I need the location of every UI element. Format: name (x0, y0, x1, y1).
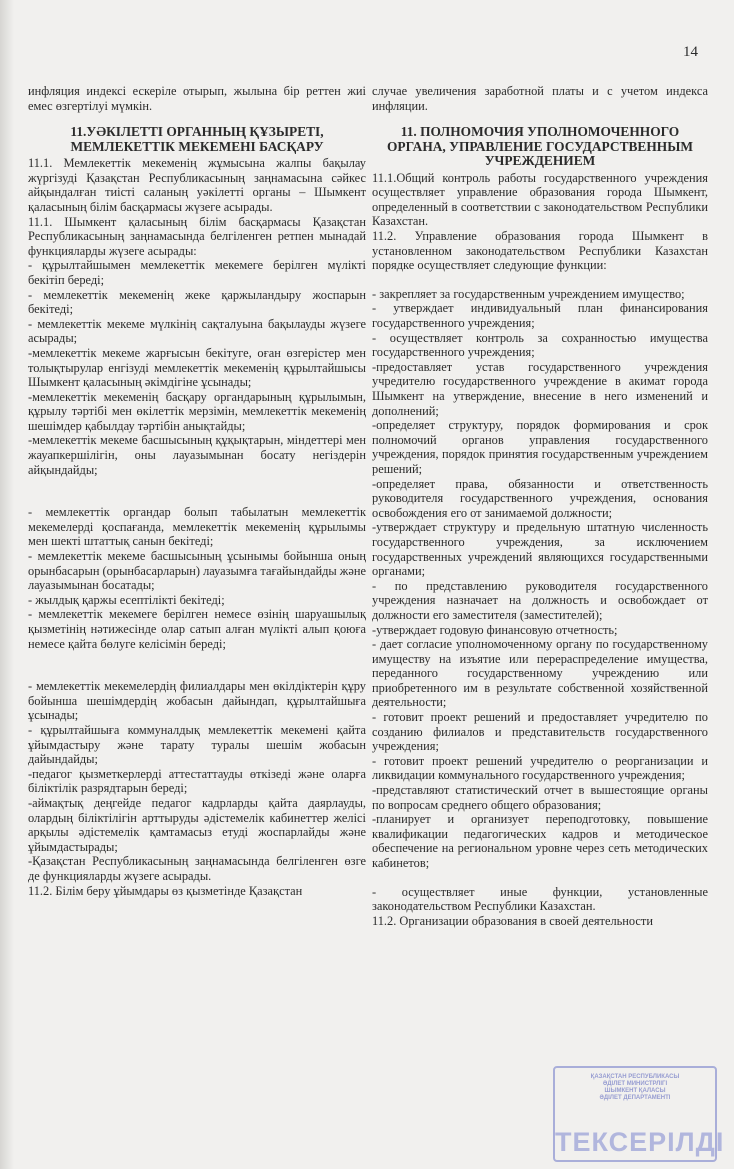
page-binding-shadow (0, 0, 14, 1169)
kazakh-paragraph: -мемлекеттік мекеме басшысының құқықтарын, міндеттері мен жауапкершілігін, оны лауазымынан босату негіздерін айқындайды; (28, 433, 366, 477)
stamp-line: ӘДІЛЕТ МИНИСТРЛІГІ (602, 1081, 668, 1087)
russian-paragraph: - готовит проект решений учредителю о реорганизации и ликвидации коммунального государственного учреждения; (372, 753, 708, 783)
stamp-line: ҚАЗАҚСТАН РЕСПУБЛИКАСЫ (590, 1074, 680, 1080)
kazakh-paragraph: - мемлекеттік органдар болып табылатын мемлекеттік мекемелерді қоспағанда, мемлекеттік мекеменің құрылымы мен шекті штаттық санын бекітеді; (28, 505, 366, 549)
kazakh-section-heading (28, 125, 366, 154)
russian-paragraph: -определяет структуру, порядок формирования и срок полномочий органов управления государственного учреждения, порядок принятия государственным учреждением решений; (372, 418, 708, 476)
kazakh-paragraph: - құрылтайшымен мемлекеттік мекемеге берілген мүлікті бекітіп береді; (28, 258, 366, 287)
russian-paragraph: - готовит проект решений и предоставляет учредителю по созданию филиалов и представительств государственного учреждения; (372, 710, 708, 754)
kazakh-paragraph: - құрылтайшыға коммуналдық мемлекеттік мекемені қайта ұйымдастыру және тарату туралы шешім жобасын дайындайды; (28, 722, 366, 767)
russian-paragraph: -планирует и организует переподготовку, повышение квалификации педагогических кадров и методическое обеспечение на региональном уровне через сеть методических кабинетов; (372, 812, 708, 870)
kazakh-paragraph: -педагог қызметкерлерді аттестаттауды өткізеді және оларға біліктілік разрядтарын береді; (28, 766, 366, 796)
kazakh-paragraph: - мемлекеттік мекемеге берілген немесе өзінің шаруашылық қызметінің нәтижесінде олар сатып алған мүлікті алып қоюға немесе қайта бөлуге келісімін береді; (28, 607, 366, 651)
kazakh-paragraph: - мемлекеттік мекеменің жеке қаржыландыру жоспарын бекітеді; (28, 287, 366, 317)
kazakh-paragraph: -мемлекеттік мекеменің басқару органдарының құрылымын, құрылу тәртібі мен өкілеттік мерзімін, мемлекеттік мекеменің шешімдер қабылдау тәртібін анықтайды; (28, 389, 366, 433)
russian-paragraph: - дает согласие уполномоченному органу по государственному имуществу на изъятие или перераспределение имущества, переданного государственному учреждению или приобретенного им в результате собственной хозяйственной деятельности; (372, 637, 708, 710)
kazakh-paragraph: - мемлекеттік мекеме басшысының ұсынымы бойынша оның орынбасарын (орынбасарларын) лауазымға тағайындайды және лауазымынан босатады; (28, 549, 366, 593)
stamp-line: ШЫМКЕНТ ҚАЛАСЫ (604, 1088, 666, 1094)
kazakh-intro: инфляция индексі ескеріле отырып, жылына бір реттен жиі емес өзгертілуі мүмкін. (28, 84, 366, 113)
kazakh-paragraph: -мемлекеттік мекеме жарғысын бекітуге, оған өзгерістер мен толықтырулар енгізуді мемлекеттік мекеменің құрылтайшысы Шымкент қаласының әкімдігіне ұсынады; (28, 345, 366, 390)
kazakh-column (28, 84, 366, 898)
kazakh-paragraph: 11.1. Мемлекеттік мекеменің жұмысына жалпы бақылау жүргізуді Қазақстан Республикасының заңнамасына сәйкес айқындалған тиісті саланың уәкілетті органы – Шымкент қаласының білім басқармасы жүзеге асырады. (28, 156, 366, 214)
russian-paragraph: -предоставляет устав государственного учреждения учредителю государственного учреждение в акимат города Шымкент на утверждение, внесение в него изменений и дополнений; (372, 359, 708, 418)
kazakh-paragraph: 11.2. Білім беру ұйымдары өз қызметінде Қазақстан (28, 883, 303, 898)
russian-paragraph: 11.2. Управление образования города Шымкент в установленном законодательством Республики Казахстан порядке осуществляет следующие функции: (372, 229, 708, 273)
stamp-line: ӘДІЛЕТ ДЕПАРТАМЕНТІ (599, 1095, 671, 1101)
russian-paragraph: - закрепляет за государственным учреждением имущество; (372, 286, 685, 301)
kazakh-paragraph: -аймақтық деңгейде педагог кадрларды қайта даярлауды, олардың біліктілігін арттыруды әдістемелік кабинеттер желісі арқылы әдістемелік қамтамасыз етуді жоспарлайды және ұйымдастырады; (28, 795, 366, 854)
russian-column (372, 84, 708, 928)
kazakh-paragraph: - жылдық қаржы есептілікті бекітеді; (28, 592, 225, 607)
kazakh-paragraph: - мемлекеттік мекемелердің филиалдары мен өкілдіктерін құру бойынша шешімдердің жобасын дайындап, құрылтайшыға ұсынады; (28, 679, 366, 723)
russian-heading-line: УЧРЕЖДЕНИЕМ (484, 153, 596, 169)
russian-paragraph: - по представлению руководителя государственного учреждения назначает на должность и освобождает от должности его заместителя (заместителей); (372, 578, 708, 622)
russian-paragraph: -определяет права, обязанности и ответственность руководителя государственного учреждения, основания освобождения его от занимаемой должности; (372, 476, 708, 520)
russian-paragraph: - утверждает индивидуальный план финансирования государственного учреждения; (372, 301, 708, 331)
russian-paragraph: - осуществляет иные функции, установленные законодательством Республики Казахстан. (372, 884, 708, 914)
russian-paragraph: -утверждает структуру и предельную штатную численность государственного учреждения, за исключением государственных учреждений являющихся государственными органами; (372, 520, 708, 579)
russian-paragraph: -утверждает годовую финансовую отчетность; (372, 622, 618, 637)
russian-paragraph: 11.2. Организации образования в своей деятельности (372, 913, 653, 928)
kazakh-paragraph: -Қазақстан Республикасының заңнамасында белгіленген өзге де функцияларды жүзеге асырады. (28, 854, 366, 883)
kazakh-paragraph: 11.1. Шымкент қаласының білім басқармасы Қазақстан Республикасының заңнамасында белгіленген ретпен мынадай функцияларды жүзеге асырады: (28, 214, 366, 258)
russian-section-heading (372, 125, 708, 169)
page-number: 14 (683, 44, 698, 60)
russian-paragraph: -представляют статистический отчет в вышестоящие органы по вопросам среднего общего образования; (372, 783, 708, 812)
russian-paragraph: - осуществляет контроль за сохранностью имущества государственного учреждения; (372, 330, 708, 360)
kazakh-paragraph: - мемлекеттік мекеме мүлкінің сақталуына бақылауды жүзеге асырады; (28, 316, 366, 346)
stamp-text (555, 1068, 715, 1102)
russian-intro: случае увеличения заработной платы и с учетом индекса инфляции. (372, 84, 708, 113)
kazakh-heading-line: МЕМЛЕКЕТТІК МЕКЕМЕНІ БАСҚАРУ (70, 138, 324, 154)
verification-stamp (553, 1066, 725, 1162)
russian-heading-line: ОРГАНА, УПРАВЛЕНИЕ ГОСУДАРСТВЕННЫМ (387, 138, 693, 154)
russian-paragraph: 11.1.Общий контроль работы государственного учреждения осуществляет управление образования города Шымкент, определенный в соответствии с законодательством Республики Казахстан. (372, 170, 708, 229)
stamp-word: ТЕКСЕРІЛДІ (555, 1127, 725, 1157)
kazakh-heading-line: 11.УӘКІЛЕТТІ ОРГАННЫҢ ҚҰЗЫРЕТІ, (70, 124, 324, 140)
russian-heading-line: 11. ПОЛНОМОЧИЯ УПОЛНОМОЧЕННОГО (400, 124, 680, 140)
